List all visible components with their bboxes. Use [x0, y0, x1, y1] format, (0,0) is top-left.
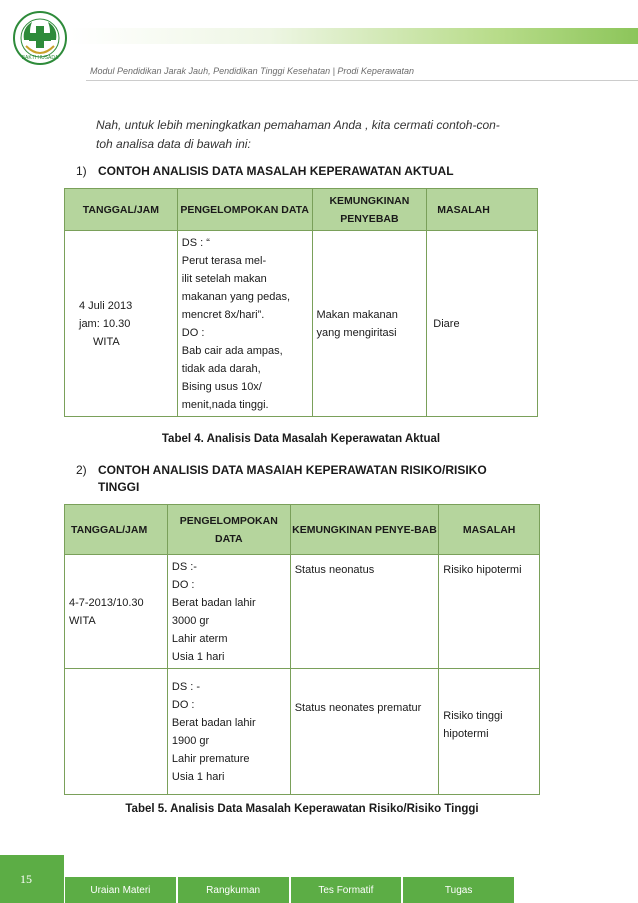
- cell-line: DO :: [171, 578, 195, 591]
- table-header-row: [65, 189, 538, 231]
- header-divider: [86, 80, 638, 81]
- table-risiko: [64, 504, 540, 795]
- bakti-husada-logo-icon: [12, 10, 68, 66]
- running-header: Modul Pendidikan Jarak Jauh, Pendidikan Tinggi Kesehatan | Prodi Keperawatan: [90, 66, 414, 76]
- section-heading-1: [76, 163, 454, 180]
- cell-line: Lahir aterm: [171, 632, 228, 645]
- table-row: [65, 555, 540, 669]
- cell-line: DS :-: [171, 560, 197, 573]
- cell-tanggal: [65, 555, 168, 669]
- cell-line: 4-7-2013/10.30: [69, 596, 144, 609]
- cell-line: Lahir premature: [171, 752, 250, 765]
- cell-penyebab: [312, 231, 427, 417]
- footer-nav: [64, 877, 514, 903]
- nav-tab-rangkuman[interactable]: Rangkuman: [176, 877, 289, 903]
- cell-data: [167, 669, 290, 795]
- page-number: 15: [20, 872, 32, 886]
- cell-line: makanan yang pedas,: [181, 290, 291, 303]
- cell-masalah: [439, 669, 540, 795]
- cell-line: yang mengiritasi: [316, 326, 397, 339]
- column-header: TANGGAL/JAM: [65, 505, 168, 555]
- cell-tanggal: [65, 669, 168, 795]
- cell-line: 4 Juli 2013: [79, 299, 133, 312]
- column-header: MASALAH: [439, 505, 540, 555]
- cell-line: 1900 gr: [171, 734, 210, 747]
- logo-text: BAKTI HUSADA: [21, 55, 59, 61]
- page-number-box: [0, 855, 64, 903]
- cell-line: Perut terasa mel-: [181, 254, 267, 267]
- column-header: PENGELOMPOKAN DATA: [167, 505, 290, 555]
- nav-tab-uraian-materi[interactable]: Uraian Materi: [64, 877, 176, 903]
- cell-line: Usia 1 hari: [171, 650, 225, 663]
- table-aktual: [64, 188, 538, 417]
- section-title-text: CONTOH ANALISIS DATA MASAlAH KEPERAWATAN RISIKO/RISIKO: [98, 463, 487, 477]
- cell-line: ilit setelah makan: [181, 272, 267, 285]
- header-gradient-band: [70, 28, 638, 44]
- cell-line: Berat badan lahir: [171, 596, 256, 609]
- cell-line: Berat badan lahir: [171, 716, 256, 729]
- cell-penyebab: [290, 669, 439, 795]
- intro-paragraph: [96, 116, 556, 154]
- column-header: PENGELOMPOKAN DATA: [177, 189, 312, 231]
- cell-line: menit,nada tinggi.: [181, 398, 269, 411]
- cell-line: WITA: [93, 335, 120, 348]
- cell-line: tidak ada darah,: [181, 362, 261, 375]
- table-caption: Tabel 4. Analisis Data Masalah Keperawatan Aktual: [161, 433, 441, 445]
- column-header: MASALAH: [427, 189, 538, 231]
- column-header: KEMUNGKINAN PENYE-BAB: [290, 505, 439, 555]
- cell-tanggal: [65, 231, 178, 417]
- cell-line: DO :: [181, 326, 205, 339]
- section-heading-2: [76, 462, 556, 496]
- cell-line: DS : “: [181, 236, 210, 249]
- cell-line: Makan makanan: [316, 308, 398, 321]
- column-header: KEMUNGKINAN PENYEBAB: [312, 189, 427, 231]
- cell-line: hipotermi: [443, 728, 489, 740]
- cell-line: DO :: [171, 698, 195, 711]
- cell-penyebab: [290, 555, 439, 669]
- section-title-text: CONTOH ANALISIS DATA MASALAH KEPERAWATAN AKTUAL: [98, 164, 454, 178]
- cell-line: DS : -: [171, 680, 200, 693]
- column-header: TANGGAL/JAM: [65, 189, 178, 231]
- nav-tab-tes-formatif[interactable]: Tes Formatif: [289, 877, 402, 903]
- cell-line: Status neonatus: [294, 564, 375, 576]
- cell-line: jam: 10.30: [79, 317, 131, 330]
- table-row: [65, 669, 540, 795]
- section-title-text: TINGGI: [98, 480, 140, 494]
- intro-line: Nah, untuk lebih meningkatkan pemahaman Anda , kita cermati contoh-con-: [96, 118, 500, 132]
- table-row: [65, 231, 538, 417]
- intro-line: toh analisa data di bawah ini:: [96, 137, 251, 151]
- table-header-row: [65, 505, 540, 555]
- nav-tab-tugas[interactable]: Tugas: [401, 877, 514, 903]
- cell-line: Usia 1 hari: [171, 770, 225, 783]
- section-number: 1): [76, 164, 87, 178]
- cell-line: Bab cair ada ampas,: [181, 344, 283, 357]
- cell-line: 3000 gr: [171, 614, 210, 627]
- cell-data: [177, 231, 312, 417]
- cell-line: Risiko hipotermi: [443, 564, 522, 576]
- cell-line: mencret 8x/hari”.: [181, 308, 265, 321]
- cell-line: Status neonates prematur: [294, 702, 422, 714]
- cell-data: [167, 555, 290, 669]
- section-number: 2): [76, 463, 87, 477]
- table-caption: Tabel 5. Analisis Data Masalah Keperawatan Risiko/Risiko Tinggi: [125, 803, 479, 815]
- cell-line: Bising usus 10x/: [181, 380, 262, 393]
- cell-masalah: Diare: [427, 231, 538, 417]
- cell-masalah: [439, 555, 540, 669]
- cell-line: Risiko tinggi: [443, 710, 503, 722]
- cell-line: WITA: [69, 614, 96, 627]
